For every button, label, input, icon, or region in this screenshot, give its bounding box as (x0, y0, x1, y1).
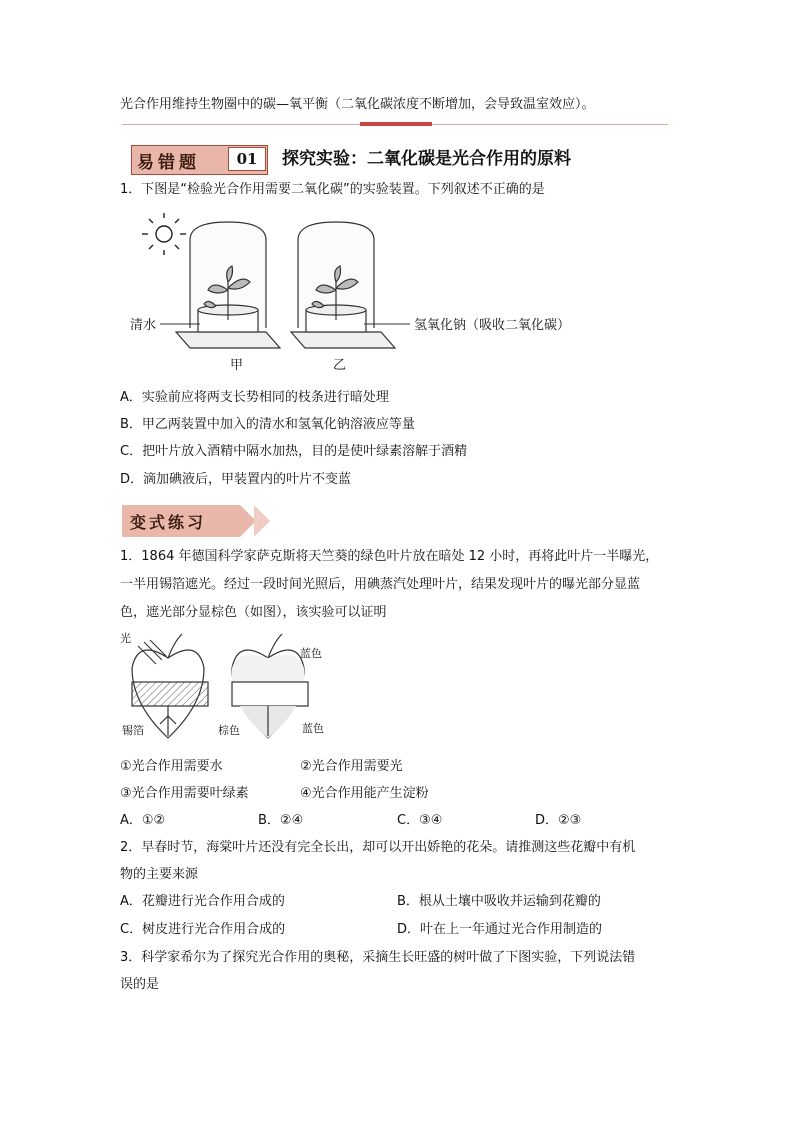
label-brown: 棕色 (218, 724, 240, 737)
v3-stem-line-2: 误的是 (120, 977, 160, 992)
q1-option-c: C．把叶片放入酒精中隔水加热，目的是使叶绿素溶解于酒精 (120, 444, 468, 459)
label-jar-a: 甲 (230, 358, 244, 373)
v1-option-c: C．③④ (397, 813, 443, 828)
jar-b (291, 222, 395, 348)
badge-number: 01 (228, 147, 266, 171)
v1-stem-line-3: 色，遮光部分显棕色（如图），该实验可以证明 (120, 605, 387, 620)
v1-statement-2: ②光合作用需要光 (300, 759, 403, 774)
v2-option-d: D．叶在上一年通过光合作用制造的 (397, 922, 603, 937)
label-blue-top: 蓝色 (300, 647, 322, 660)
badge-label: 易错题 (137, 153, 200, 173)
leaf-right (232, 634, 308, 738)
badge-label: 变式练习 (130, 513, 207, 532)
v2-option-c: C．树皮进行光合作用合成的 (120, 922, 286, 937)
v1-statement-3: ③光合作用需要叶绿素 (120, 786, 249, 801)
sun-icon (142, 213, 186, 255)
v2-option-b: B．根从土壤中吸收并运输到花瓣的 (397, 894, 601, 909)
q1-option-a: A．实验前应将两支长势相同的枝条进行暗处理 (120, 390, 389, 405)
label-blue-bottom: 蓝色 (302, 722, 324, 735)
v2-option-a: A．花瓣进行光合作用合成的 (120, 894, 285, 909)
label-water: 清水 (130, 318, 157, 333)
v1-option-b: B．②④ (258, 813, 304, 828)
v1-option-d: D．②③ (535, 813, 582, 828)
v2-stem-line-2: 物的主要来源 (120, 867, 199, 882)
v1-option-a: A．①② (120, 813, 166, 828)
v1-stem-line-1: 1．1864 年德国科学家萨克斯将天竺葵的绿色叶片放在暗处 12 小时，再将此叶片一半曝光， (120, 549, 659, 564)
label-foil: 锡箔 (122, 724, 144, 737)
section-title: 探究实验：二氧化碳是光合作用的原料 (282, 149, 571, 169)
v1-statement-1: ①光合作用需要水 (120, 759, 223, 774)
v2-stem-line-1: 2．早春时节，海棠叶片还没有完全长出，却可以开出娇艳的花朵。请推测这些花瓣中有机 (120, 840, 636, 855)
badge-arrow (254, 505, 270, 537)
bell-jar-figure (128, 210, 598, 380)
label-jar-b: 乙 (333, 358, 347, 373)
q1-option-b: B．甲乙两装置中加入的清水和氢氧化钠溶液应等量 (120, 417, 415, 432)
v1-stem-line-2: 一半用锡箔遮光。经过一段时间光照后，用碘蒸汽处理叶片，结果发现叶片的曝光部分显蓝 (120, 577, 641, 592)
jar-a (176, 222, 280, 348)
q1-stem: 1．下图是“检验光合作用需要二氧化碳”的实验装置。下列叙述不正确的是 (120, 182, 545, 197)
label-light: 光 (120, 632, 131, 645)
v1-statement-4: ④光合作用能产生淀粉 (300, 786, 429, 801)
q1-option-d: D．滴加碘液后，甲装置内的叶片不变蓝 (120, 472, 352, 487)
label-naoh: 氢氧化钠（吸收二氧化碳） (414, 318, 571, 333)
v3-stem-line-1: 3．科学家希尔为了探究光合作用的奥秘，采摘生长旺盛的树叶做了下图实验，下列说法错 (120, 950, 636, 965)
divider-accent (360, 122, 432, 126)
error-prone-badge (131, 145, 268, 175)
intro-sentence: 光合作用维持生物圈中的碳—氧平衡（二氧化碳浓度不断增加，会导致温室效应）。 (120, 97, 595, 112)
variant-practice-badge (122, 505, 272, 537)
